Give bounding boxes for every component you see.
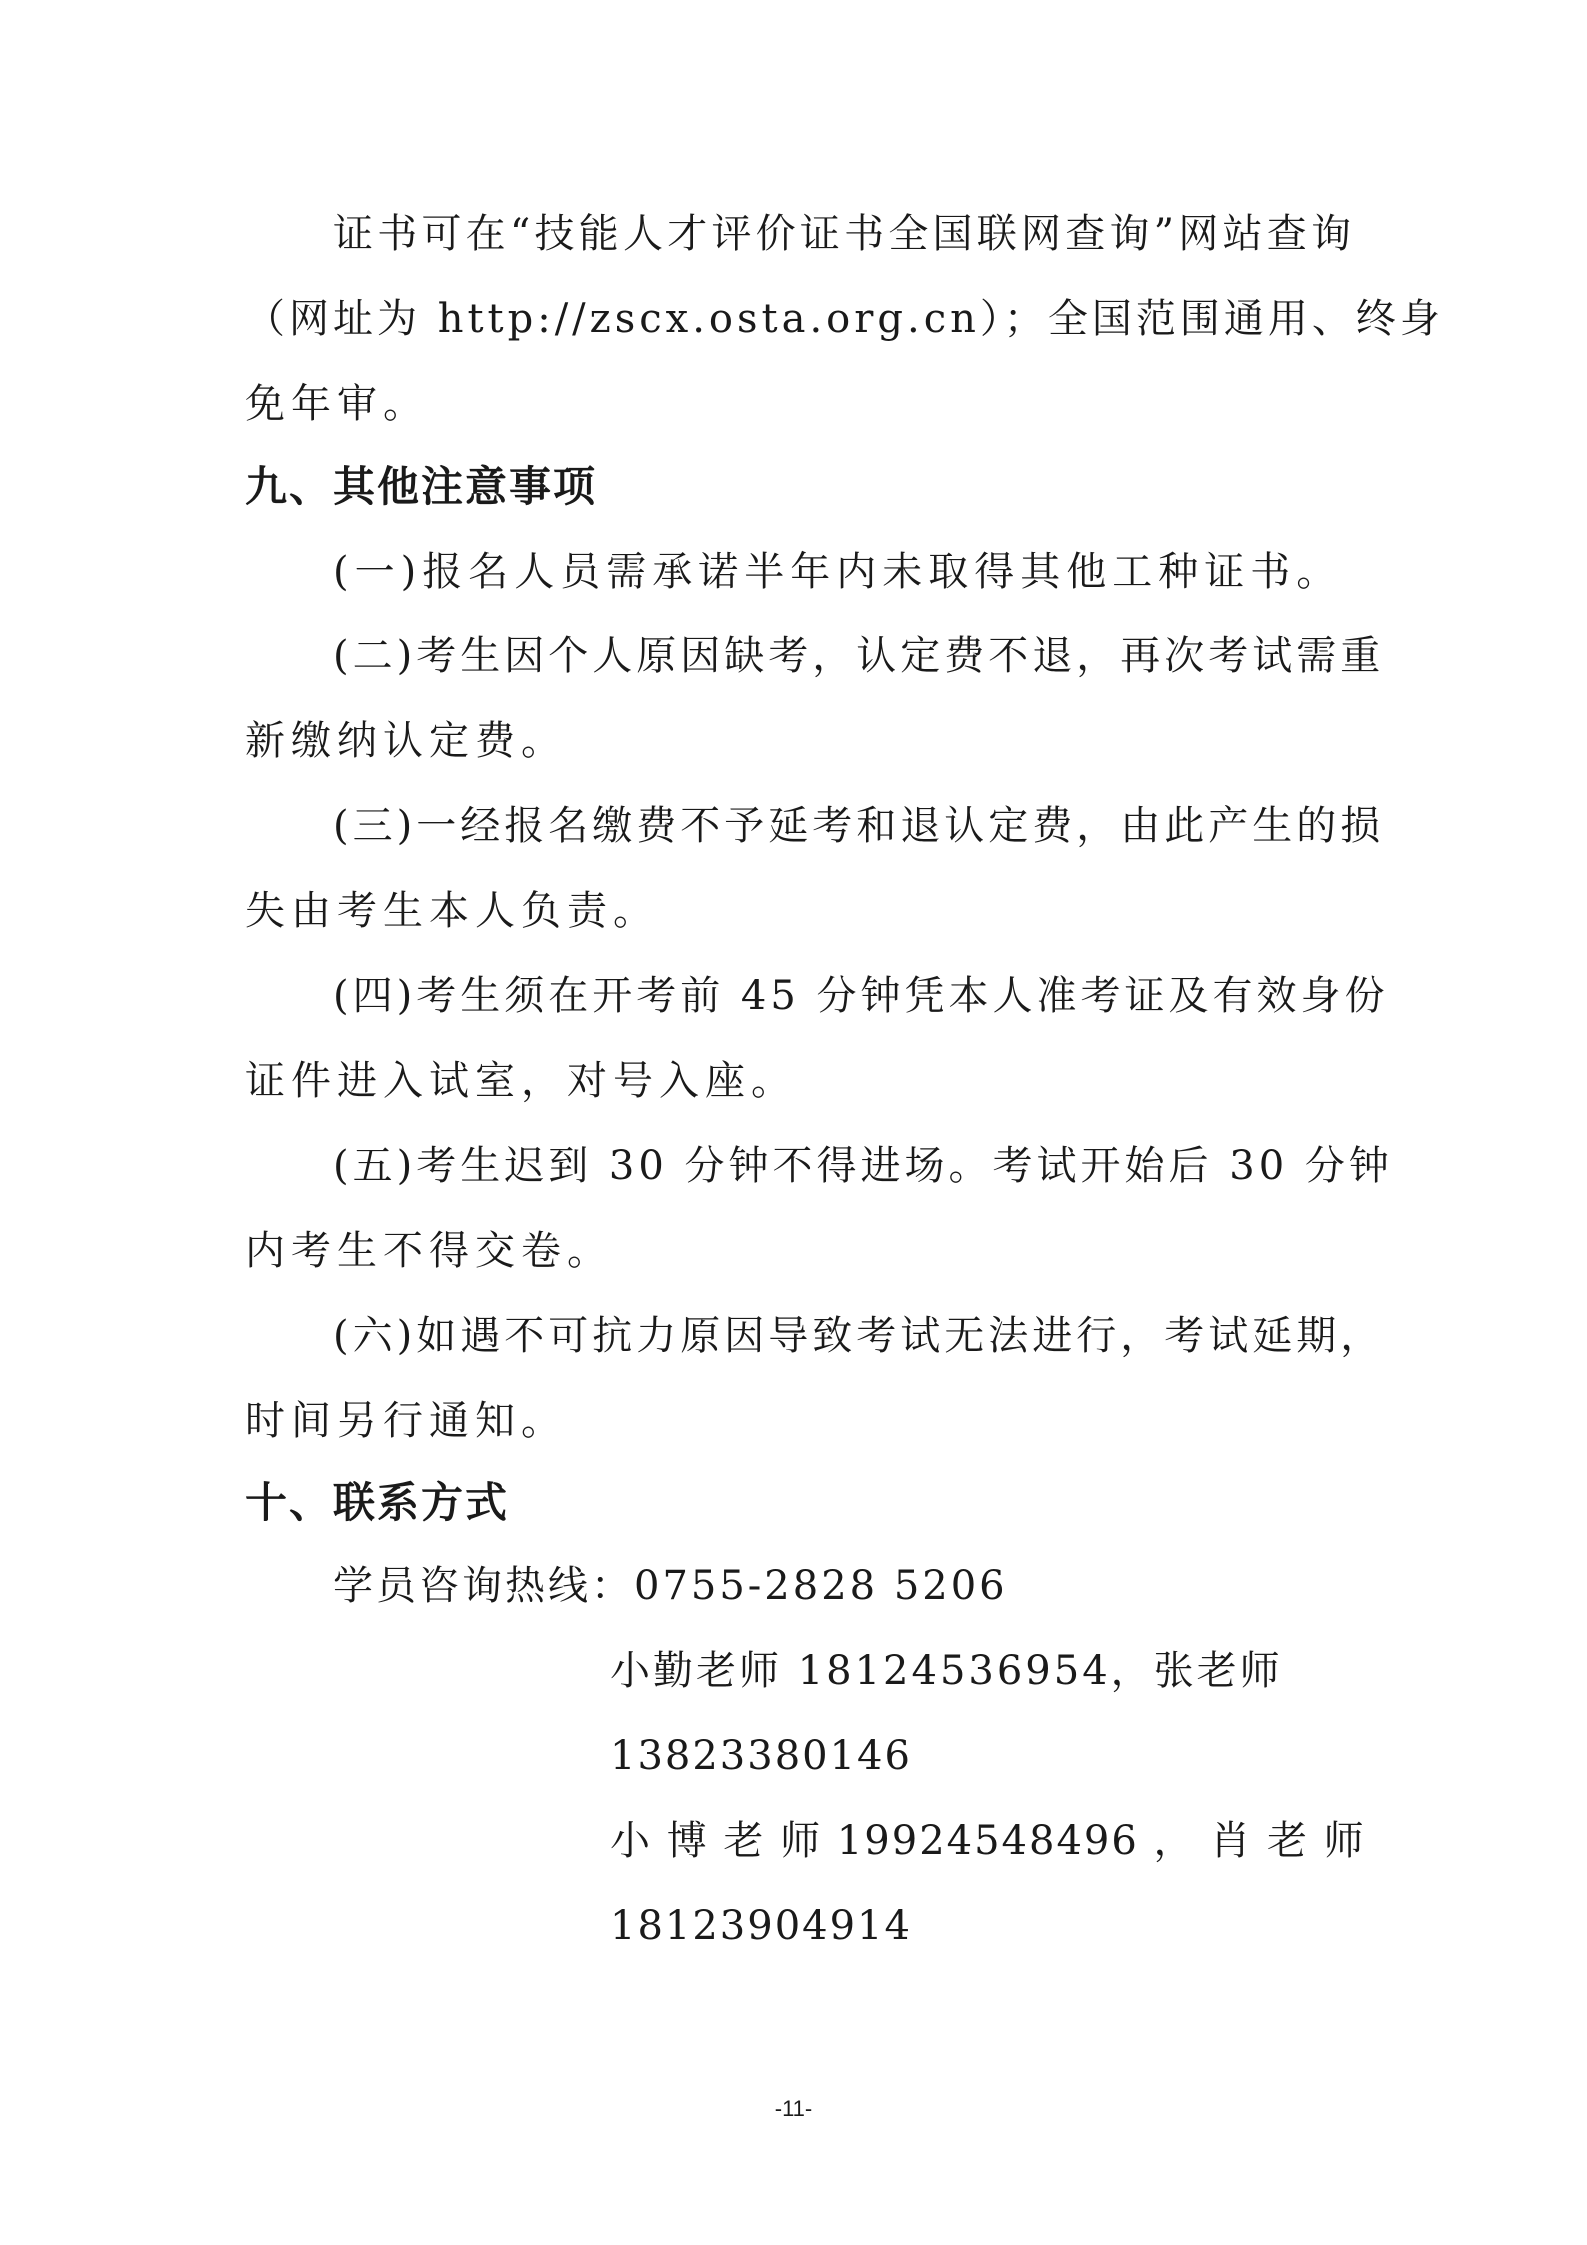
page-number: -11- [774, 2096, 813, 2121]
note-item-2-line-1: (二)考生因个人原因缺考，认定费不退，再次考试需重 [333, 633, 1385, 679]
note-item-5-line-2: 内考生不得交卷。 [245, 1228, 613, 1274]
cert-query-line-3: 免年审。 [245, 381, 429, 427]
contact-line-3: 小 博 老 师 19924548496 ， 肖 老 师 [610, 1818, 1366, 1864]
contact-line-4: 18123904914 [610, 1903, 912, 1949]
section-heading-contact: 十、联系方式 [245, 1478, 510, 1527]
note-item-4-line-2: 证件进入试室，对号入座。 [245, 1058, 797, 1104]
contact-line-2: 13823380146 [610, 1733, 912, 1779]
note-item-4-line-1: (四)考生须在开考前 45 分钟凭本人准考证及有效身份 [333, 973, 1389, 1019]
note-item-3-line-1: (三)一经报名缴费不予延考和退认定费，由此产生的损 [333, 803, 1385, 849]
note-item-6-line-1: (六)如遇不可抗力原因导致考试无法进行，考试延期， [333, 1313, 1385, 1359]
note-item-6-line-2: 时间另行通知。 [245, 1398, 567, 1444]
hotline-line: 学员咨询热线：0755-2828 5206 [333, 1563, 1008, 1609]
note-item-5-line-1: (五)考生迟到 30 分钟不得进场。考试开始后 30 分钟 [333, 1143, 1393, 1189]
note-item-2-line-2: 新缴纳认定费。 [245, 718, 567, 764]
section-heading-other-notes: 九、其他注意事项 [245, 462, 598, 511]
note-item-1: (一)报名人员需承诺半年内未取得其他工种证书。 [333, 549, 1343, 595]
note-item-3-line-2: 失由考生本人负责。 [245, 888, 659, 934]
cert-query-line-1: 证书可在“技能人才评价证书全国联网查询”网站查询 [333, 211, 1355, 257]
contact-line-1: 小勤老师 18124536954，张老师 [610, 1648, 1283, 1694]
cert-query-line-2: （网址为 http://zscx.osta.org.cn）；全国范围通用、终身 [245, 296, 1444, 342]
